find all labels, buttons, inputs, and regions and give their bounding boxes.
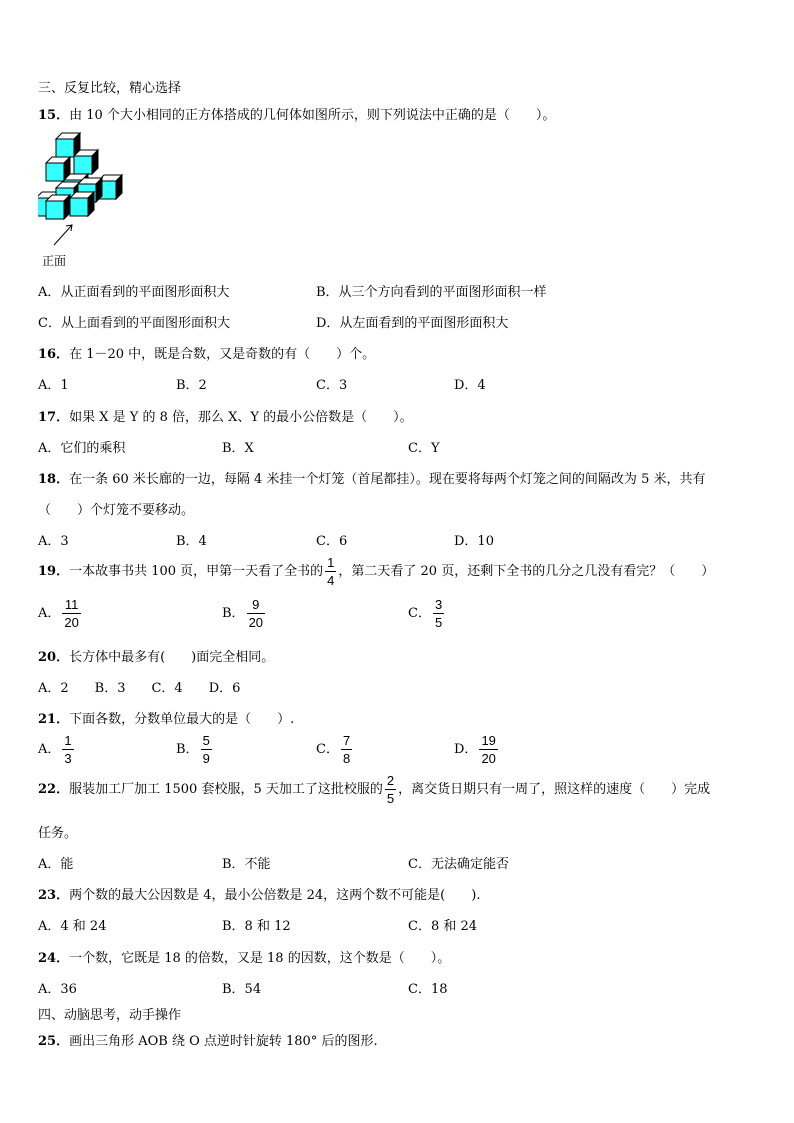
fraction bbox=[341, 734, 352, 765]
fraction bbox=[433, 598, 444, 629]
question-21 bbox=[38, 708, 294, 727]
fraction-denominator: 3 bbox=[64, 751, 72, 766]
fraction bbox=[62, 734, 73, 765]
fraction bbox=[325, 556, 336, 587]
option-b: B．54 bbox=[222, 982, 262, 997]
question-text: 长方体中最多有( )面完全相同。 bbox=[69, 650, 275, 665]
option-c bbox=[316, 734, 354, 765]
question-number: 15． bbox=[38, 108, 70, 123]
question-text: 如果 X 是 Y 的 8 倍，那么 X、Y 的最小公倍数是（ ）。 bbox=[69, 410, 413, 425]
option-b: B．4 bbox=[176, 534, 207, 549]
fraction-denominator: 5 bbox=[434, 615, 443, 630]
option-d: D．从左面看到的平面图形面积大 bbox=[316, 316, 509, 331]
option-b: B．8 和 12 bbox=[222, 919, 291, 934]
fraction-denominator: 20 bbox=[481, 751, 496, 766]
option-label: C． bbox=[316, 742, 339, 757]
cube-figure bbox=[38, 130, 148, 270]
option-b bbox=[222, 598, 267, 629]
arrow-icon bbox=[54, 225, 72, 245]
question-24 bbox=[38, 947, 450, 966]
option-b: B．2 bbox=[176, 378, 207, 393]
question-text: 一本故事书共 100 页，甲第一天看了全书的 bbox=[69, 564, 324, 579]
question-25 bbox=[38, 1030, 378, 1049]
option-a: A．从正面看到的平面图形面积大 bbox=[38, 285, 230, 300]
question-text: 在 1－20 中，既是合数，又是奇数的有（ ）个。 bbox=[69, 347, 376, 362]
option-a bbox=[38, 598, 83, 629]
option-c: C．从上面看到的平面图形面积大 bbox=[38, 316, 230, 331]
option-c: C．Y bbox=[408, 441, 440, 456]
figure-label: 正面 bbox=[42, 254, 67, 268]
fraction-numerator: 11 bbox=[64, 597, 79, 612]
fraction bbox=[62, 598, 80, 629]
option-a: A．能 bbox=[38, 857, 74, 872]
option-c bbox=[408, 598, 446, 629]
question-text: 服装加工厂加工 1500 套校服，5 天加工了这批校服的 bbox=[69, 782, 383, 797]
fraction-numerator: 1 bbox=[64, 733, 72, 748]
question-number: 23． bbox=[38, 888, 70, 903]
option-d: D．4 bbox=[454, 378, 486, 393]
fraction-numerator: 5 bbox=[202, 733, 210, 748]
question-22 bbox=[38, 774, 710, 805]
option-b: B．不能 bbox=[222, 857, 271, 872]
question-16 bbox=[38, 343, 375, 362]
question-text-cont: ，离交货日期只有一周了，照这样的速度（ ）完成 bbox=[398, 782, 711, 797]
option-label: B． bbox=[176, 742, 199, 757]
option-label: A． bbox=[38, 742, 61, 757]
question-number: 25． bbox=[38, 1034, 70, 1049]
option-c: C．3 bbox=[316, 378, 348, 393]
question-number: 21． bbox=[38, 712, 70, 727]
option-label: C． bbox=[408, 606, 431, 621]
option-label: A． bbox=[38, 606, 61, 621]
option-c: C．8 和 24 bbox=[408, 919, 478, 934]
question-text: 画出三角形 AOB 绕 O 点逆时针旋转 180° 后的图形. bbox=[69, 1034, 378, 1049]
question-number: 18． bbox=[38, 472, 70, 487]
fraction bbox=[479, 734, 497, 765]
question-23 bbox=[38, 884, 480, 903]
question-15 bbox=[38, 104, 555, 123]
option-label: B． bbox=[222, 606, 245, 621]
fraction-numerator: 9 bbox=[252, 597, 260, 612]
option-a: A．36 bbox=[38, 982, 77, 997]
fraction-numerator: 2 bbox=[386, 773, 395, 788]
option-c: C．6 bbox=[316, 534, 348, 549]
fraction bbox=[201, 734, 212, 765]
option-a bbox=[38, 734, 76, 765]
option-d: D．10 bbox=[454, 534, 494, 549]
question-number: 24． bbox=[38, 951, 70, 966]
question-20 bbox=[38, 646, 274, 665]
question-text: 由 10 个大小相同的正方体搭成的几何体如图所示，则下列说法中正确的是（ ）。 bbox=[69, 108, 556, 123]
section-title-4: 四、动脑思考，动手操作 bbox=[38, 1008, 182, 1023]
question-text: 一个数，它既是 18 的倍数，又是 18 的因数，这个数是（ ）。 bbox=[69, 951, 451, 966]
fraction-denominator: 4 bbox=[327, 573, 335, 588]
fraction-numerator: 1 bbox=[327, 555, 335, 570]
fraction bbox=[385, 774, 396, 805]
option-b bbox=[176, 734, 214, 765]
option-b: B．从三个方向看到的平面图形面积一样 bbox=[316, 285, 547, 300]
question-number: 22． bbox=[38, 782, 70, 797]
fraction-denominator: 8 bbox=[342, 751, 351, 766]
fraction bbox=[247, 598, 265, 629]
question-number: 16． bbox=[38, 347, 70, 362]
option-a: A．它们的乘积 bbox=[38, 441, 126, 456]
question-number: 19． bbox=[38, 564, 70, 579]
option-d bbox=[454, 734, 500, 765]
fraction-numerator: 3 bbox=[434, 597, 443, 612]
fraction-denominator: 20 bbox=[64, 615, 79, 630]
question-text: 两个数的最大公因数是 4，最小公倍数是 24，这两个数不可能是( ). bbox=[69, 888, 481, 903]
question-text: 在一条 60 米长廊的一边，每隔 4 米挂一个灯笼（首尾都挂）。现在要将每两个灯笼之间的间隔改为 5 米，共有 bbox=[69, 472, 706, 487]
option-a: A．3 bbox=[38, 534, 69, 549]
option-c: C．无法确定能否 bbox=[408, 857, 509, 872]
fraction-numerator: 19 bbox=[481, 733, 496, 748]
fraction-denominator: 20 bbox=[248, 615, 264, 630]
question-17 bbox=[38, 406, 413, 425]
option-b: B．X bbox=[222, 441, 254, 456]
question-18-line-2: （ ）个灯笼不要移动。 bbox=[38, 503, 195, 518]
option-a: A．4 和 24 bbox=[38, 919, 107, 934]
option-c: C．18 bbox=[408, 982, 448, 997]
question-22-line-2: 任务。 bbox=[38, 826, 78, 841]
fraction-numerator: 7 bbox=[342, 733, 351, 748]
fraction-denominator: 9 bbox=[202, 751, 210, 766]
section-title-3: 三、反复比较，精心选择 bbox=[38, 81, 182, 96]
option-a: A．1 bbox=[38, 378, 69, 393]
question-19 bbox=[38, 556, 714, 587]
option-label: D． bbox=[454, 742, 478, 757]
fraction-denominator: 5 bbox=[386, 791, 395, 806]
question-number: 20． bbox=[38, 650, 70, 665]
question-text: 下面各数，分数单位最大的是（ ）. bbox=[69, 712, 295, 727]
question-18 bbox=[38, 468, 705, 487]
question-number: 17． bbox=[38, 410, 70, 425]
question-text-cont: ，第二天看了 20 页，还剩下全书的几分之几没有看完？（ ） bbox=[338, 564, 715, 579]
options-row: A．2 B．3 C．4 D．6 bbox=[38, 681, 241, 696]
